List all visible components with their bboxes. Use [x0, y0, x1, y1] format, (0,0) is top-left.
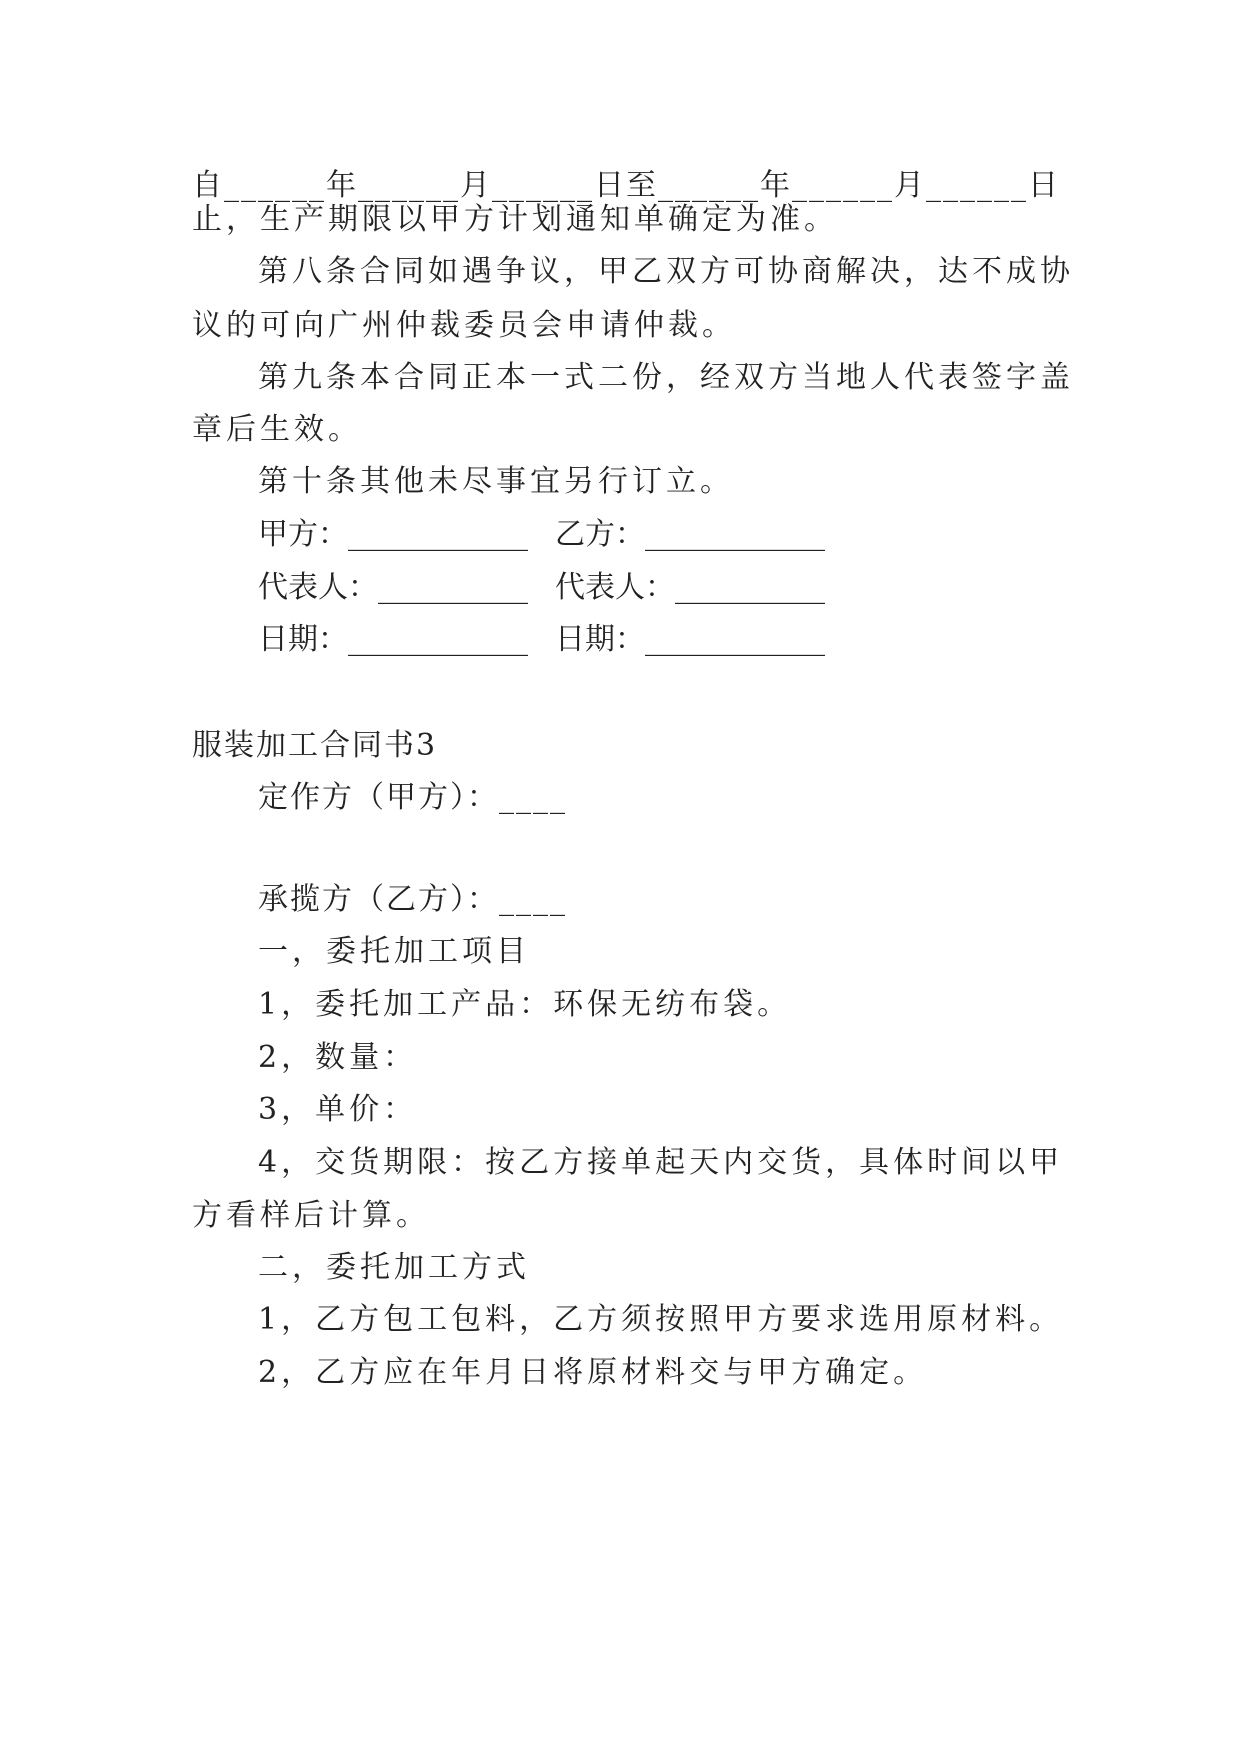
text-line: 第八条合同如遇争议，甲乙双方可协商解决，达不成协 — [258, 254, 1074, 289]
section-title: 服装加工合同书3 — [192, 728, 438, 763]
signature-party-b: 乙方：____________ — [555, 517, 825, 552]
text-line: 2，数量： — [258, 1040, 418, 1075]
text-line: 1，乙方包工包料，乙方须按照甲方要求选用原材料。 — [258, 1302, 1064, 1337]
text-line: 止，生产期限以甲方计划通知单确定为准。 — [192, 202, 838, 237]
text-line: 一，委托加工项目 — [258, 934, 530, 969]
text-line: 第十条其他未尽事宜另行订立。 — [258, 464, 734, 499]
representative-party-b: 代表人：__________ — [555, 570, 825, 605]
text-line: 二，委托加工方式 — [258, 1250, 530, 1285]
representative-party-a: 代表人：__________ — [258, 570, 528, 605]
text-line: 章后生效。 — [192, 412, 362, 447]
text-line: 自______年______月______日至______年______月______日 — [192, 168, 1060, 203]
text-line: 2，乙方应在年月日将原材料交与甲方确定。 — [258, 1355, 928, 1390]
text-line: 定作方（甲方）：____ — [258, 780, 567, 815]
text-line: 1，委托加工产品：环保无纺布袋。 — [258, 987, 792, 1022]
text-line: 议的可向广州仲裁委员会申请仲裁。 — [192, 308, 736, 343]
text-line: 第九条本合同正本一式二份，经双方当地人代表签字盖 — [258, 360, 1074, 395]
text-line: 方看样后计算。 — [192, 1198, 430, 1233]
text-line: 承揽方（乙方）：____ — [258, 882, 567, 917]
text-line: 4，交货期限：按乙方接单起天内交货，具体时间以甲 — [258, 1145, 1064, 1180]
date-party-b: 日期：____________ — [555, 622, 825, 657]
text-line: 3，单价： — [258, 1092, 418, 1127]
signature-party-a: 甲方：____________ — [258, 517, 528, 552]
date-party-a: 日期：____________ — [258, 622, 528, 657]
